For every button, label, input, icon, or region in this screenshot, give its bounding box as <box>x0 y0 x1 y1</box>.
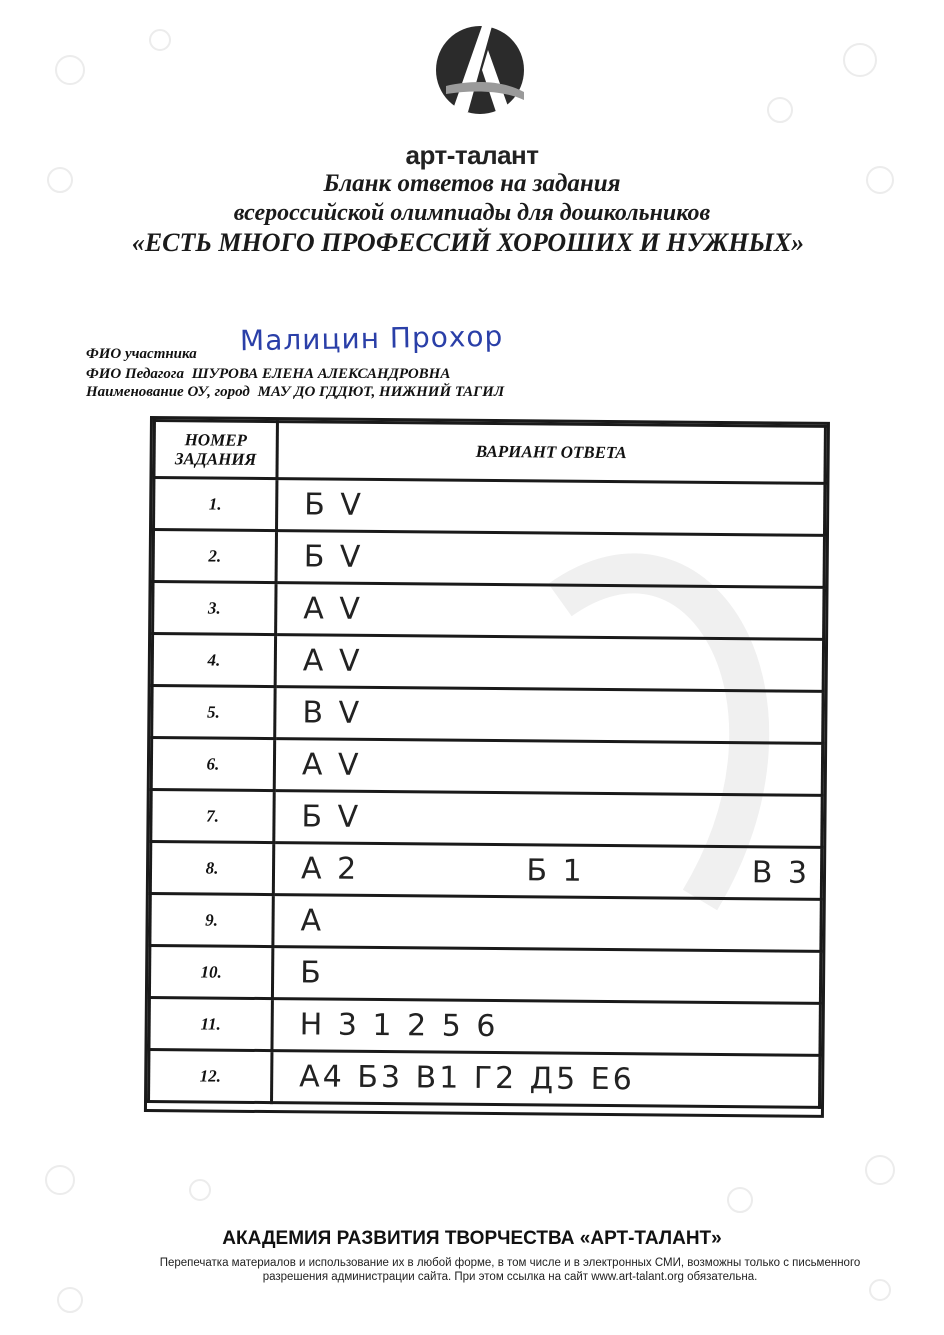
answer-cell: В V <box>275 687 823 744</box>
participant-label: ФИО участника <box>86 346 197 362</box>
footer-copyright-note: Перепечатка материалов и использование их в любой форме, в том числе и в электронных СМИ, возможны только с письменного разрешения администрации сайта. При этом ссылка на сайт www.art-talant.org обязательна. <box>159 1257 861 1283</box>
header-answer-variant: ВАРИАНТ ОТВЕТА <box>277 422 825 484</box>
teacher-row <box>86 366 450 383</box>
participant-name-handwritten: Малицин Прохор <box>239 319 504 358</box>
brand-name: арт-талант <box>405 140 539 170</box>
participant-row <box>86 346 197 363</box>
answer-cell: А V <box>276 583 824 640</box>
table-row <box>150 842 821 900</box>
task-number: 5. <box>152 686 275 739</box>
table-row <box>152 634 823 692</box>
task-number: 12. <box>149 1050 272 1103</box>
task-number: 8. <box>150 842 273 895</box>
answer-table-frame <box>144 416 830 1118</box>
answer-part: Б 1 <box>526 853 585 889</box>
teacher-value: ШУРОВА ЕЛЕНА АЛЕКСАНДРОВНА <box>191 366 451 382</box>
answer-cell: Б V <box>274 791 822 848</box>
answer-cell: Н 3 1 2 5 6 <box>272 999 820 1056</box>
table-row <box>149 1050 820 1108</box>
table-row <box>153 582 824 640</box>
answer-cell: Б <box>272 947 820 1004</box>
teacher-label: ФИО Педагога <box>86 366 184 382</box>
answer-table <box>147 419 827 1109</box>
table-row <box>151 738 822 796</box>
school-row <box>86 384 504 401</box>
table-row <box>150 894 821 952</box>
school-label: Наименование ОУ, город <box>86 384 250 400</box>
form-title-line-3: «ЕСТЬ МНОГО ПРОФЕССИЙ ХОРОШИХ И НУЖНЫХ» <box>131 228 805 257</box>
answer-parts <box>301 851 820 891</box>
answer-cell: А <box>273 895 821 952</box>
table-row <box>154 478 825 536</box>
table-row <box>149 998 820 1056</box>
answer-cell: А V <box>274 739 822 796</box>
answer-part: В 3 <box>751 855 811 891</box>
form-title-line-2: всероссийской олимпиады для дошкольников <box>233 200 711 226</box>
task-number: 3. <box>153 582 276 635</box>
table-header-row <box>154 421 825 484</box>
table-row <box>149 946 820 1004</box>
art-talant-logo <box>432 20 528 128</box>
task-number: 6. <box>151 738 274 791</box>
table-row <box>153 530 824 588</box>
task-number: 7. <box>151 790 274 843</box>
task-number: 2. <box>153 530 276 583</box>
answer-cell: Б V <box>277 479 825 536</box>
task-number: 9. <box>150 894 273 947</box>
answer-cell: А4 Б3 В1 Г2 Д5 Е6 <box>272 1051 820 1108</box>
answer-cell: Б V <box>276 531 824 588</box>
task-number: 4. <box>152 634 275 687</box>
task-number: 1. <box>154 478 277 531</box>
footer-title: АКАДЕМИЯ РАЗВИТИЯ ТВОРЧЕСТВА «АРТ-ТАЛАНТ» <box>222 1228 722 1249</box>
form-title-line-1: Бланк ответов на задания <box>323 170 621 197</box>
table-row <box>151 790 822 848</box>
table-row <box>152 686 823 744</box>
answer-cell <box>273 843 821 900</box>
answer-part: А 2 <box>300 851 360 887</box>
answer-cell: А V <box>275 635 823 692</box>
header-task-number: НОМЕР ЗАДАНИЯ <box>154 421 277 479</box>
school-value: МАУ ДО ГДДЮТ, НИЖНИЙ ТАГИЛ <box>257 384 505 400</box>
task-number: 11. <box>149 998 272 1051</box>
task-number: 10. <box>149 946 272 999</box>
